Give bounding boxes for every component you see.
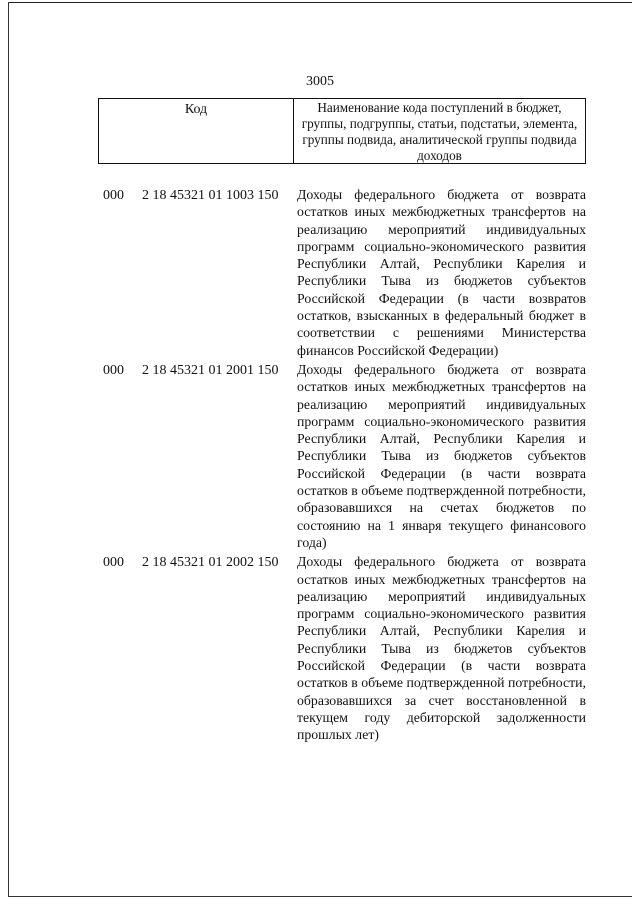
income-description: Доходы федерального бюджета от возврата остатков иных межбюджетных трансфертов на реализацию мероприятий индивидуальных программ социально-экономического развития Республики Алтай, Республики Карелия и Республики Тыва из бюджетов субъектов Российской Федерации (в части возврата остатков в объеме подтвержденной потребности, образовавшихся на счетах бюджетов по состоянию на 1 января текущего финансового года) [297, 361, 586, 550]
income-code: 2 18 45321 01 1003 150 [142, 188, 279, 203]
admin-code: 000 [103, 188, 124, 203]
income-code: 2 18 45321 01 2001 150 [142, 362, 279, 378]
page-border-top [8, 2, 632, 3]
income-description: Доходы федерального бюджета от возврата остатков иных межбюджетных трансфертов на реализацию мероприятий индивидуальных программ социально-экономического развития Республики Алтай, Республики Карелия и Республики Тыва из бюджетов субъектов Российской Федерации (в части возвратов остатков, взысканных в федеральный бюджет в соответствии с решениями Министерства финансов Российской Федерации) [297, 187, 586, 358]
income-description: Доходы федерального бюджета от возврата остатков иных межбюджетных трансфертов на реализацию мероприятий индивидуальных программ социально-экономического развития Республики Алтай, Республики Карелия и Республики Тыва из бюджетов субъектов Российской Федерации (в части возврата остатков в объеме подтвержденной потребности, образовавшихся за счет восстановленной в текущем году дебиторской задолженности прошлых лет) [297, 554, 586, 743]
column-header-name: Наименование кода поступлений в бюджет, группы, подгруппы, статьи, подстатьи, элемента, группы подвида, аналитической группы подвида доходов [301, 100, 578, 163]
table-row [0, 553, 640, 743]
page-number: 3005 [306, 74, 334, 89]
column-header-code: Код [99, 99, 294, 163]
table-header [98, 98, 586, 164]
page-border-bottom [8, 896, 632, 897]
table-row [0, 361, 640, 551]
table-row [0, 186, 640, 359]
admin-code: 000 [103, 555, 124, 571]
admin-code: 000 [103, 362, 124, 378]
income-code: 2 18 45321 01 2002 150 [142, 555, 279, 571]
table-body [0, 186, 640, 746]
